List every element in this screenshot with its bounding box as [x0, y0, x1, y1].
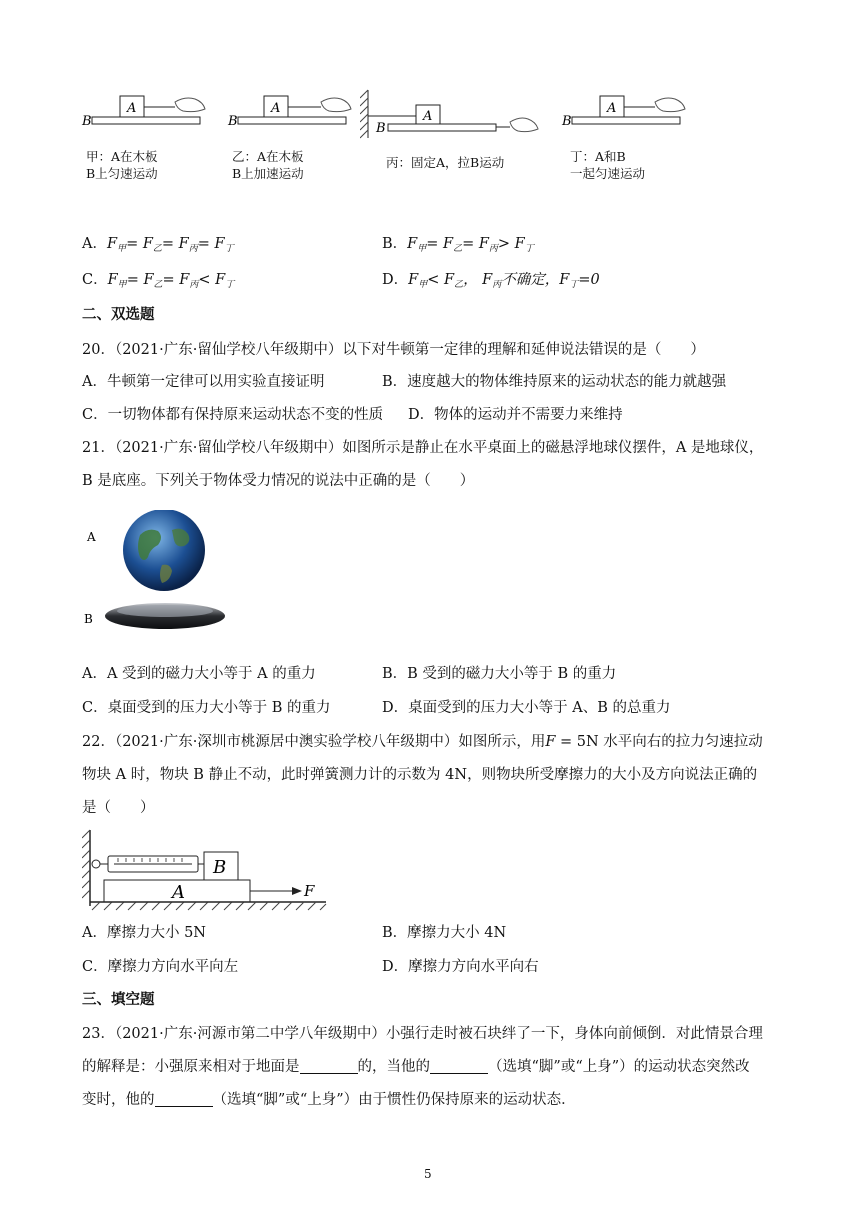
block-b-label: B — [213, 857, 227, 878]
q19-option-a[interactable]: A．$F_甲= F_乙= F_丙= F_丁$ — [82, 236, 234, 254]
q21-option-b[interactable]: B．B 受到的磁力大小等于 B 的重力 — [382, 666, 617, 682]
figure-friction-ding — [560, 92, 700, 192]
maglev-globe-image — [82, 510, 232, 640]
label-a: A — [127, 101, 137, 116]
force-f-label: F — [304, 882, 315, 900]
q19-option-b[interactable]: B．$F_甲= F_乙= F_丙> F_丁$ — [382, 236, 534, 254]
label-a: A — [607, 101, 617, 116]
q21-stem-line1: 21．（2021·广东·留仙学校八年级期中）如图所示是静止在水平桌面上的磁悬浮地球仪摆件，A 是地球仪， — [82, 440, 764, 456]
figure-friction-bing — [360, 86, 540, 186]
caption-yi-1: 乙：A在木板 — [232, 149, 304, 164]
q21-option-c[interactable]: C．桌面受到的压力大小等于 B 的重力 — [82, 700, 331, 716]
label-b: B — [562, 114, 572, 129]
q23-line3: 变时，他的 （选填“脚”或“上身”）由于惯性仍保持原来的运动状态． — [82, 1092, 576, 1108]
diagram-jia — [80, 92, 210, 142]
q23-line2: 的解释是：小强原来相对于地面是 的，当他的 （选填“脚”或“上身”）的运动状态突然改 — [82, 1059, 750, 1075]
q22-stem-line2: 物块 A 时，物块 B 静止不动，此时弹簧测力计的示数为 4N，则物块所受摩擦力的大小及方向说法正确的 — [82, 767, 758, 783]
fig-label-b: B — [84, 612, 93, 626]
q23-line1: 23．（2021·广东·河源市第二中学八年级期中）小强行走时被石块绊了一下，身体向前倾倒．对此情景合理 — [82, 1026, 763, 1042]
q23-blank-3[interactable] — [155, 1092, 213, 1107]
label-b: B — [228, 114, 238, 129]
q22-option-d[interactable]: D．摩擦力方向水平向右 — [382, 959, 539, 975]
page-number: 5 — [424, 1167, 432, 1181]
caption-jia-1: 甲：A在木板 — [86, 149, 158, 164]
label-a: A — [423, 109, 433, 124]
caption-yi-2: B上加速运动 — [232, 166, 304, 181]
diagram-bing — [360, 86, 540, 146]
label-b: B — [82, 114, 92, 129]
q21-option-d[interactable]: D．桌面受到的压力大小等于 A、B 的总重力 — [382, 700, 671, 716]
caption-bing-1: 丙：固定A，拉B运动 — [386, 155, 505, 170]
q21-stem-line2: B 是底座。下列关于物体受力情况的说法中正确的是（ ） — [82, 473, 475, 489]
label-b: B — [376, 121, 386, 136]
q23-blank-2[interactable] — [430, 1059, 488, 1074]
q23-blank-1[interactable] — [300, 1059, 358, 1074]
q22-stem-line1: 22．（2021·广东·深圳市桃源居中澳实验学校八年级期中）如图所示，用F = 5N 水平向右的拉力匀速拉动 — [82, 734, 763, 750]
q22-stem-line3: 是（ ） — [82, 800, 155, 816]
section-title-fill-in: 三、填空题 — [82, 991, 155, 1008]
q19-option-c[interactable]: C．$F_甲= F_乙= F_丙< F_丁$ — [82, 272, 235, 290]
block-a-label: A — [172, 882, 185, 903]
q19-option-d[interactable]: D．$F_甲< F_乙$， $F_丙$不确定，$F_丁=0$ — [382, 272, 600, 290]
q21-option-a[interactable]: A．A 受到的磁力大小等于 A 的重力 — [82, 666, 316, 682]
q22-option-a[interactable]: A．摩擦力大小 5N — [82, 925, 206, 941]
q20-option-c[interactable]: C．一切物体都有保持原来运动状态不变的性质 — [82, 407, 384, 423]
q20-option-d[interactable]: D．物体的运动并不需要力来维持 — [408, 407, 623, 423]
maglev-globe-figure — [82, 510, 232, 640]
diagram-yi — [226, 92, 356, 142]
spring-scale-figure — [82, 828, 328, 914]
diagram-ding — [560, 92, 700, 142]
section-title-double-choice: 二、双选题 — [82, 306, 155, 323]
label-a: A — [271, 101, 281, 116]
fig-label-a: A — [87, 530, 96, 544]
q22-option-c[interactable]: C．摩擦力方向水平向左 — [82, 959, 239, 975]
figure-friction-yi — [226, 92, 356, 192]
q20-stem: 20．（2021·广东·留仙学校八年级期中）以下对牛顿第一定律的理解和延伸说法错误的是（ ） — [82, 342, 705, 358]
caption-ding-2: 一起匀速运动 — [570, 166, 646, 181]
spring-scale-diagram — [82, 828, 328, 914]
caption-jia-2: B上匀速运动 — [86, 166, 158, 181]
caption-ding-1: 丁：A和B — [570, 149, 626, 164]
figure-friction-jia — [80, 92, 210, 192]
q22-option-b[interactable]: B．摩擦力大小 4N — [382, 925, 507, 941]
q20-option-b[interactable]: B．速度越大的物体维持原来的运动状态的能力就越强 — [382, 374, 727, 390]
q20-option-a[interactable]: A．牛顿第一定律可以用实验直接证明 — [82, 374, 325, 390]
